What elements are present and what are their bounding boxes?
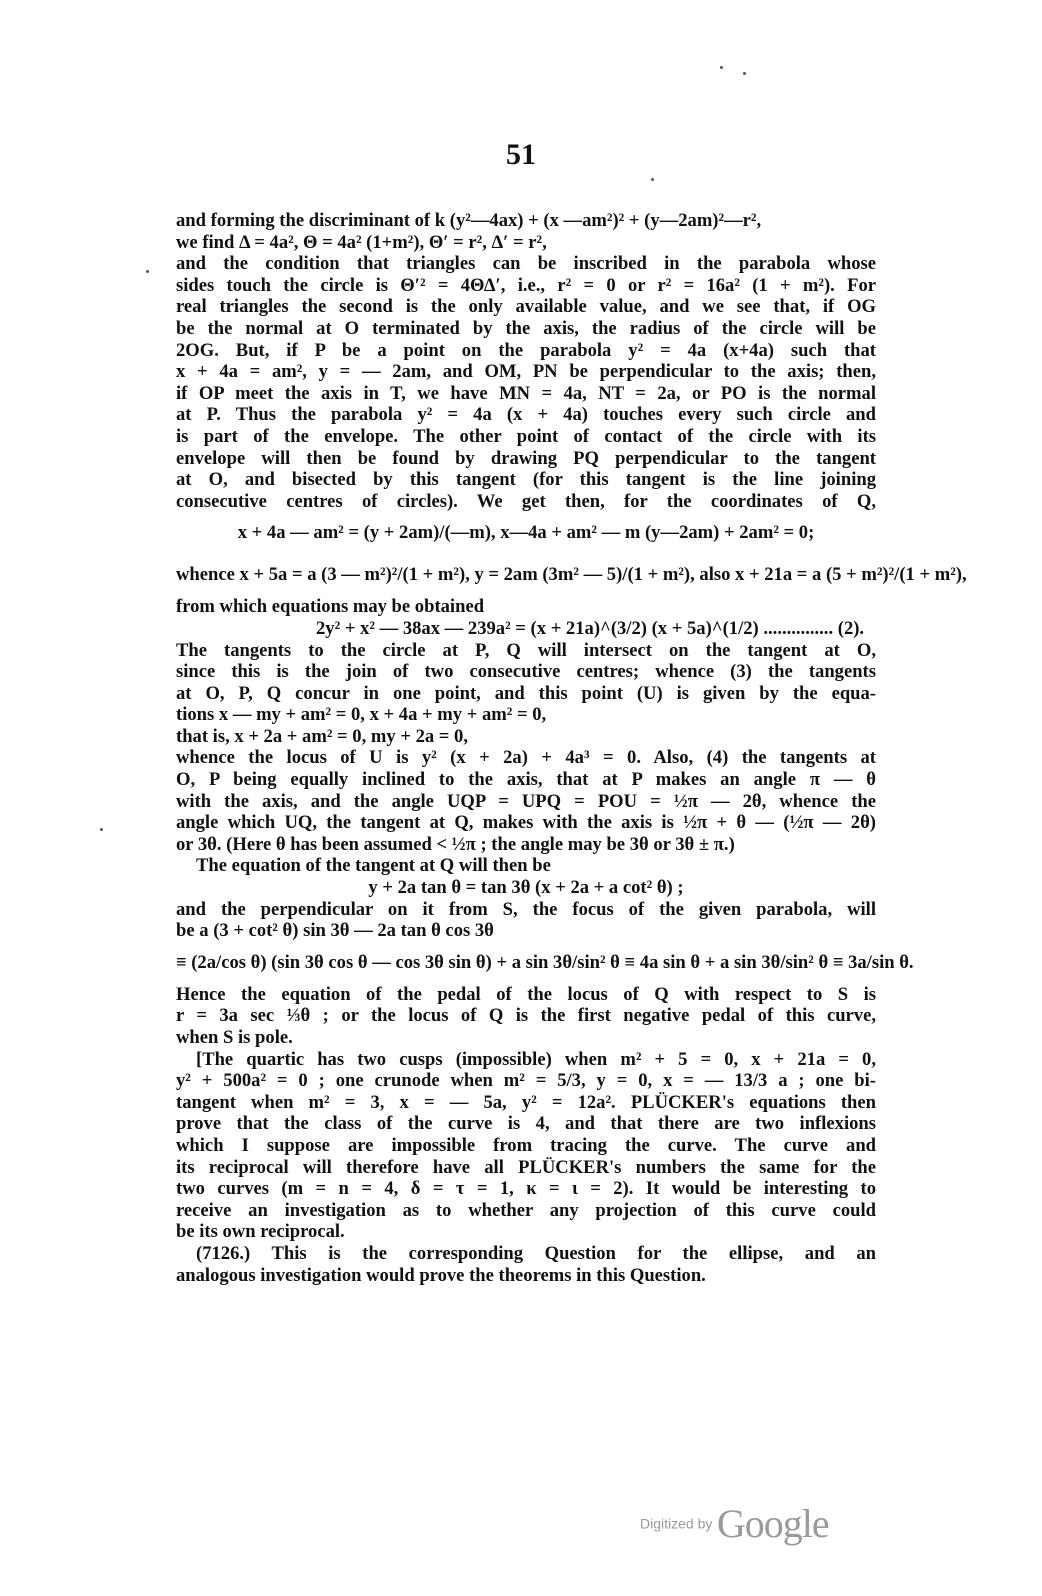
digitized-by-watermark bbox=[640, 1500, 829, 1547]
speck-2 bbox=[743, 72, 746, 75]
text-line: y² + 500a² = 0 ; one crunode when m² = 5/3, y = 0, x = — 13/3 a ; one bi- bbox=[176, 1070, 876, 1092]
text-line: whence the locus of U is y² (x + 2a) + 4a³ = 0. Also, (4) the tangents at bbox=[176, 747, 876, 769]
text-line: at P. Thus the parabola y² = 4a (x + 4a) touches every such circle and bbox=[176, 404, 876, 426]
text-line: sides touch the circle is Θ′² = 4ΘΔ′, i.e., r² = 0 or r² = 16a² (1 + m²). For bbox=[176, 274, 876, 296]
text-line: and the perpendicular on it from S, the focus of the given parabola, will bbox=[176, 898, 876, 920]
text-line: at O, and bisected by this tangent (for this tangent is the line joining bbox=[176, 469, 876, 491]
text-line: whence x + 5a = a (3 — m²)²/(1 + m²), y = 2am (3m² — 5)/(1 + m²), also x + 21a = a (5 + m²)²/(1 + m²), bbox=[176, 564, 967, 586]
text-line: ≡ (2a/cos θ) (sin 3θ cos θ — cos 3θ sin θ) + a sin 3θ/sin² θ ≡ 4a sin θ + a sin 3θ/sin² θ ≡ 3a/sin θ. bbox=[176, 951, 914, 973]
text-line: The tangents to the circle at P, Q will intersect on the tangent at O, bbox=[176, 639, 876, 661]
text-line: that is, x + 2a + am² = 0, my + 2a = 0, bbox=[176, 725, 468, 747]
text-line: real triangles the second is the only available value, and we see that, if OG bbox=[176, 296, 876, 318]
text-line: when S is pole. bbox=[176, 1027, 293, 1048]
text-line: 2y² + x² — 38ax — 239a² = (x + 21a)^(3/2) (x + 5a)^(1/2) ............... (2). bbox=[316, 617, 865, 639]
text-line: tions x — my + am² = 0, x + 4a + my + am² = 0, bbox=[176, 704, 547, 726]
speck-4 bbox=[146, 270, 149, 273]
text-line: The equation of the tangent at Q will then be bbox=[196, 855, 551, 877]
text-line: be the normal at O terminated by the axis, the radius of the circle will be bbox=[176, 317, 876, 339]
text-line: we find Δ = 4a², Θ = 4a² (1+m²), Θ′ = r², Δ′ = r², bbox=[176, 231, 547, 253]
text-line: y + 2a tan θ = tan 3θ (x + 2a + a cot² θ) ; bbox=[368, 877, 684, 899]
text-line: receive an investigation as to whether any projection of this curve could bbox=[176, 1199, 876, 1221]
text-line: envelope will then be found by drawing PQ perpendicular to the tangent bbox=[176, 447, 876, 469]
text-line: x + 4a = am², y = — 2am, and OM, PN be perpendicular to the axis; then, bbox=[176, 361, 876, 383]
page-number: 51 bbox=[506, 138, 536, 171]
text-line: which I suppose are impossible from tracing the curve. The curve and bbox=[176, 1134, 876, 1156]
speck-5 bbox=[100, 828, 103, 831]
watermark-small-text: Digitized by bbox=[640, 1515, 713, 1532]
text-line: be its own reciprocal. bbox=[176, 1221, 345, 1243]
text-line: [The quartic has two cusps (impossible) when m² + 5 = 0, x + 21a = 0, bbox=[196, 1048, 876, 1070]
text-line: its reciprocal will therefore have all PLÜCKER's numbers the same for the bbox=[176, 1156, 876, 1178]
text-line: consecutive centres of circles). We get then, for the coordinates of Q, bbox=[176, 490, 876, 512]
text-line: two curves (m = n = 4, δ = τ = 1, κ = ι = 2). It would be interesting to bbox=[176, 1178, 876, 1200]
text-line: from which equations may be obtained bbox=[176, 596, 485, 618]
text-line: or 3θ. (Here θ has been assumed < ½π ; the angle may be 3θ or 3θ ± π.) bbox=[176, 833, 735, 855]
text-line: if OP meet the axis in T, we have MN = 4a, NT = 2a, or PO is the normal bbox=[176, 382, 876, 404]
text-line: and forming the discriminant of k (y²—4ax) + (x —am²)² + (y—2am)²—r², bbox=[176, 210, 762, 231]
text-line: be a (3 + cot² θ) sin 3θ — 2a tan θ cos 3θ bbox=[176, 920, 494, 942]
text-line: prove that the class of the curve is 4, and that there are two inflexions bbox=[176, 1113, 876, 1135]
body-text bbox=[176, 210, 967, 1286]
text-line: at O, P, Q concur in one point, and this point (U) is given by the equa- bbox=[176, 682, 876, 704]
speck-3 bbox=[651, 178, 654, 181]
text-line: angle which UQ, the tangent at Q, makes with the axis is ½π + θ — (½π — 2θ) bbox=[176, 812, 876, 834]
text-line: 2OG. But, if P be a point on the parabola y² = 4a (x+4a) such that bbox=[176, 339, 876, 361]
watermark-logo-text: Google bbox=[716, 1501, 829, 1546]
text-line: Hence the equation of the pedal of the locus of Q with respect to S is bbox=[176, 983, 876, 1005]
text-line: O, P being equally inclined to the axis, that at P makes an angle π — θ bbox=[176, 769, 876, 791]
text-line: and the condition that triangles can be inscribed in the parabola whose bbox=[176, 253, 876, 275]
text-line: is part of the envelope. The other point of contact of the circle with its bbox=[176, 425, 876, 447]
text-line: (7126.) This is the corresponding Question for the ellipse, and an bbox=[196, 1242, 876, 1264]
speck-1 bbox=[720, 66, 723, 69]
text-line: tangent when m² = 3, x = — 5a, y² = 12a². PLÜCKER's equations then bbox=[176, 1091, 876, 1113]
text-line: since this is the join of two consecutive centres; whence (3) the tangents bbox=[176, 661, 876, 683]
text-line: r = 3a sec ⅓θ ; or the locus of Q is the first negative pedal of this curve, bbox=[176, 1005, 876, 1027]
text-line: with the axis, and the angle UQP = UPQ = POU = ½π — 2θ, whence the bbox=[176, 790, 876, 812]
text-line: analogous investigation would prove the theorems in this Question. bbox=[176, 1264, 706, 1286]
text-line: x + 4a — am² = (y + 2am)/(—m), x—4a + am² — m (y—2am) + 2am² = 0; bbox=[237, 522, 815, 544]
